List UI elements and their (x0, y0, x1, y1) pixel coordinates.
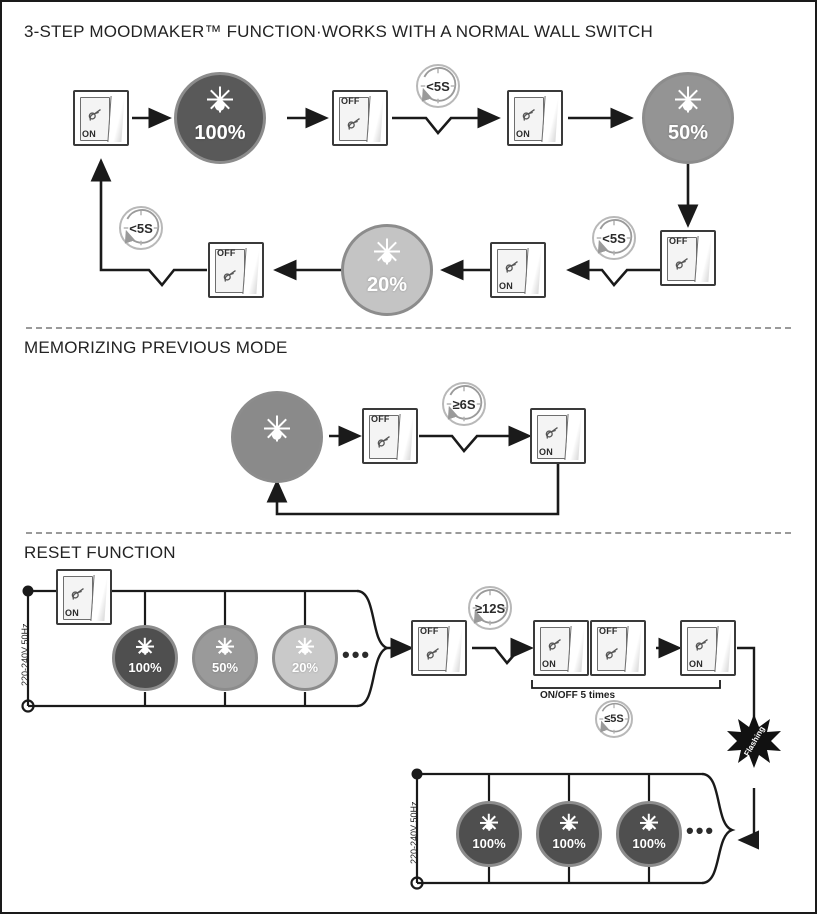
flashing-burst (727, 714, 781, 768)
section-title-3-step: 3-STEP MOODMAKER™ FUNCTION·WORKS WITH A NORMAL WALL SWITCH (24, 22, 653, 41)
switch-rocker (541, 96, 558, 142)
hand-icon (422, 644, 444, 666)
section-title-memorizing: MEMORIZING PREVIOUS MODE (24, 338, 288, 357)
timer-lt5s-1 (416, 64, 460, 108)
section-title-reset: RESET FUNCTION (24, 543, 176, 562)
switch-label-on: ON (82, 129, 96, 139)
hand-icon (671, 254, 693, 276)
switch-rocker (90, 575, 107, 621)
result-bulb-1 (456, 801, 522, 867)
switch-on-reset-final[interactable] (680, 620, 736, 676)
timer-gte12s (468, 586, 512, 630)
timer-label: <5S (602, 230, 626, 246)
switch-label-on: ON (539, 447, 553, 457)
timer-label: <5S (426, 78, 450, 94)
switch-on-reset-pair[interactable] (533, 620, 589, 676)
timer-label: ≤5S (604, 713, 624, 725)
switch-off-1[interactable] (332, 90, 388, 146)
hand-icon (373, 432, 395, 454)
switch-label-off: OFF (420, 626, 439, 636)
result-bulb-3 (616, 801, 682, 867)
timer-label: ≥12S (474, 600, 506, 616)
switch-label-on: ON (65, 608, 79, 618)
hand-icon (84, 105, 106, 127)
timer-lt5s-3 (119, 206, 163, 250)
sun-icon (264, 422, 290, 448)
clock-ticks (418, 66, 458, 106)
switch-rocker (445, 626, 462, 672)
switch-rocker (242, 248, 259, 294)
bulb-memorized (231, 391, 323, 483)
bulb-50 (642, 72, 734, 164)
hand-icon (67, 584, 89, 606)
switch-on-memorize[interactable] (530, 408, 586, 464)
timer-label: ≥6S (452, 396, 476, 412)
switch-off-reset-pair[interactable] (590, 620, 646, 676)
timer-gte6s (442, 382, 486, 426)
section-divider-2 (26, 532, 791, 534)
switch-rocker (524, 248, 541, 294)
bulb-percent: 100% (552, 836, 586, 851)
switch-off-memorize[interactable] (362, 408, 418, 464)
switch-off-reset[interactable] (411, 620, 467, 676)
switch-rocker (624, 626, 641, 672)
switch-label-off: OFF (371, 414, 390, 424)
switch-on-3[interactable] (490, 242, 546, 298)
switch-label-on: ON (542, 659, 556, 669)
switch-off-2[interactable] (660, 230, 716, 286)
timer-lt5s-2 (592, 216, 636, 260)
switch-rocker (694, 236, 711, 282)
bulb-percent: 20% (291, 660, 319, 675)
sun-icon (374, 245, 400, 271)
switch-label-on: ON (499, 281, 513, 291)
switch-off-3[interactable] (208, 242, 264, 298)
hand-icon (691, 635, 713, 657)
clock-ticks (121, 208, 161, 248)
clock-ticks (470, 588, 510, 628)
reset-bulb-20 (272, 625, 338, 691)
switch-rocker (396, 414, 413, 460)
sun-icon (675, 93, 701, 119)
reset-bulb-100 (112, 625, 178, 691)
onoff-5-times-label: ON/OFF 5 times (540, 690, 616, 701)
hand-icon (343, 114, 365, 136)
reset-bulb-50 (192, 625, 258, 691)
switch-label-off: OFF (341, 96, 360, 106)
clock-ticks (444, 384, 484, 424)
bulb-20 (341, 224, 433, 316)
bulb-percent: 20% (366, 274, 408, 296)
bulb-percent: 50% (211, 660, 239, 675)
bulb-percent: 100% (472, 836, 506, 851)
sun-icon (217, 642, 234, 659)
mains-label-upper: 220-240V 50Hz (20, 623, 30, 686)
result-bulb-2 (536, 801, 602, 867)
switch-rocker (564, 414, 581, 460)
bulb-percent: 100% (632, 836, 666, 851)
bulb-percent: 100% (128, 660, 162, 675)
bulb-percent: 50% (667, 122, 709, 144)
hand-icon (541, 423, 563, 445)
clock-ticks (597, 702, 631, 736)
switch-label-on: ON (516, 129, 530, 139)
hand-icon (518, 105, 540, 127)
switch-rocker (714, 626, 731, 672)
sun-icon (561, 818, 578, 835)
sun-icon (641, 818, 658, 835)
sun-icon (137, 642, 154, 659)
switch-label-off: OFF (669, 236, 688, 246)
switch-on-2[interactable] (507, 90, 563, 146)
hand-icon (544, 635, 566, 657)
ellipsis-lower: ••• (686, 818, 716, 843)
switch-on-1[interactable] (73, 90, 129, 146)
clock-ticks (594, 218, 634, 258)
switch-rocker (567, 626, 584, 672)
sun-icon (481, 818, 498, 835)
switch-rocker (107, 96, 124, 142)
hand-icon (501, 257, 523, 279)
timer-label: <5S (129, 220, 153, 236)
sun-icon (297, 642, 314, 659)
mains-label-lower: 220-240V 50Hz (409, 801, 419, 864)
flashing-label: Flashing (741, 724, 767, 758)
sun-icon (207, 93, 233, 119)
bulb-100 (174, 72, 266, 164)
switch-rocker (366, 96, 383, 142)
switch-label-off: OFF (217, 248, 236, 258)
bulb-percent: 100% (194, 122, 246, 144)
ellipsis-upper: ••• (342, 642, 372, 667)
section-divider-1 (26, 327, 791, 329)
switch-on-reset[interactable] (56, 569, 112, 625)
hand-icon (219, 266, 241, 288)
hand-icon (601, 644, 623, 666)
switch-label-on: ON (689, 659, 703, 669)
switch-label-off: OFF (599, 626, 618, 636)
timer-lte5s (595, 700, 633, 738)
